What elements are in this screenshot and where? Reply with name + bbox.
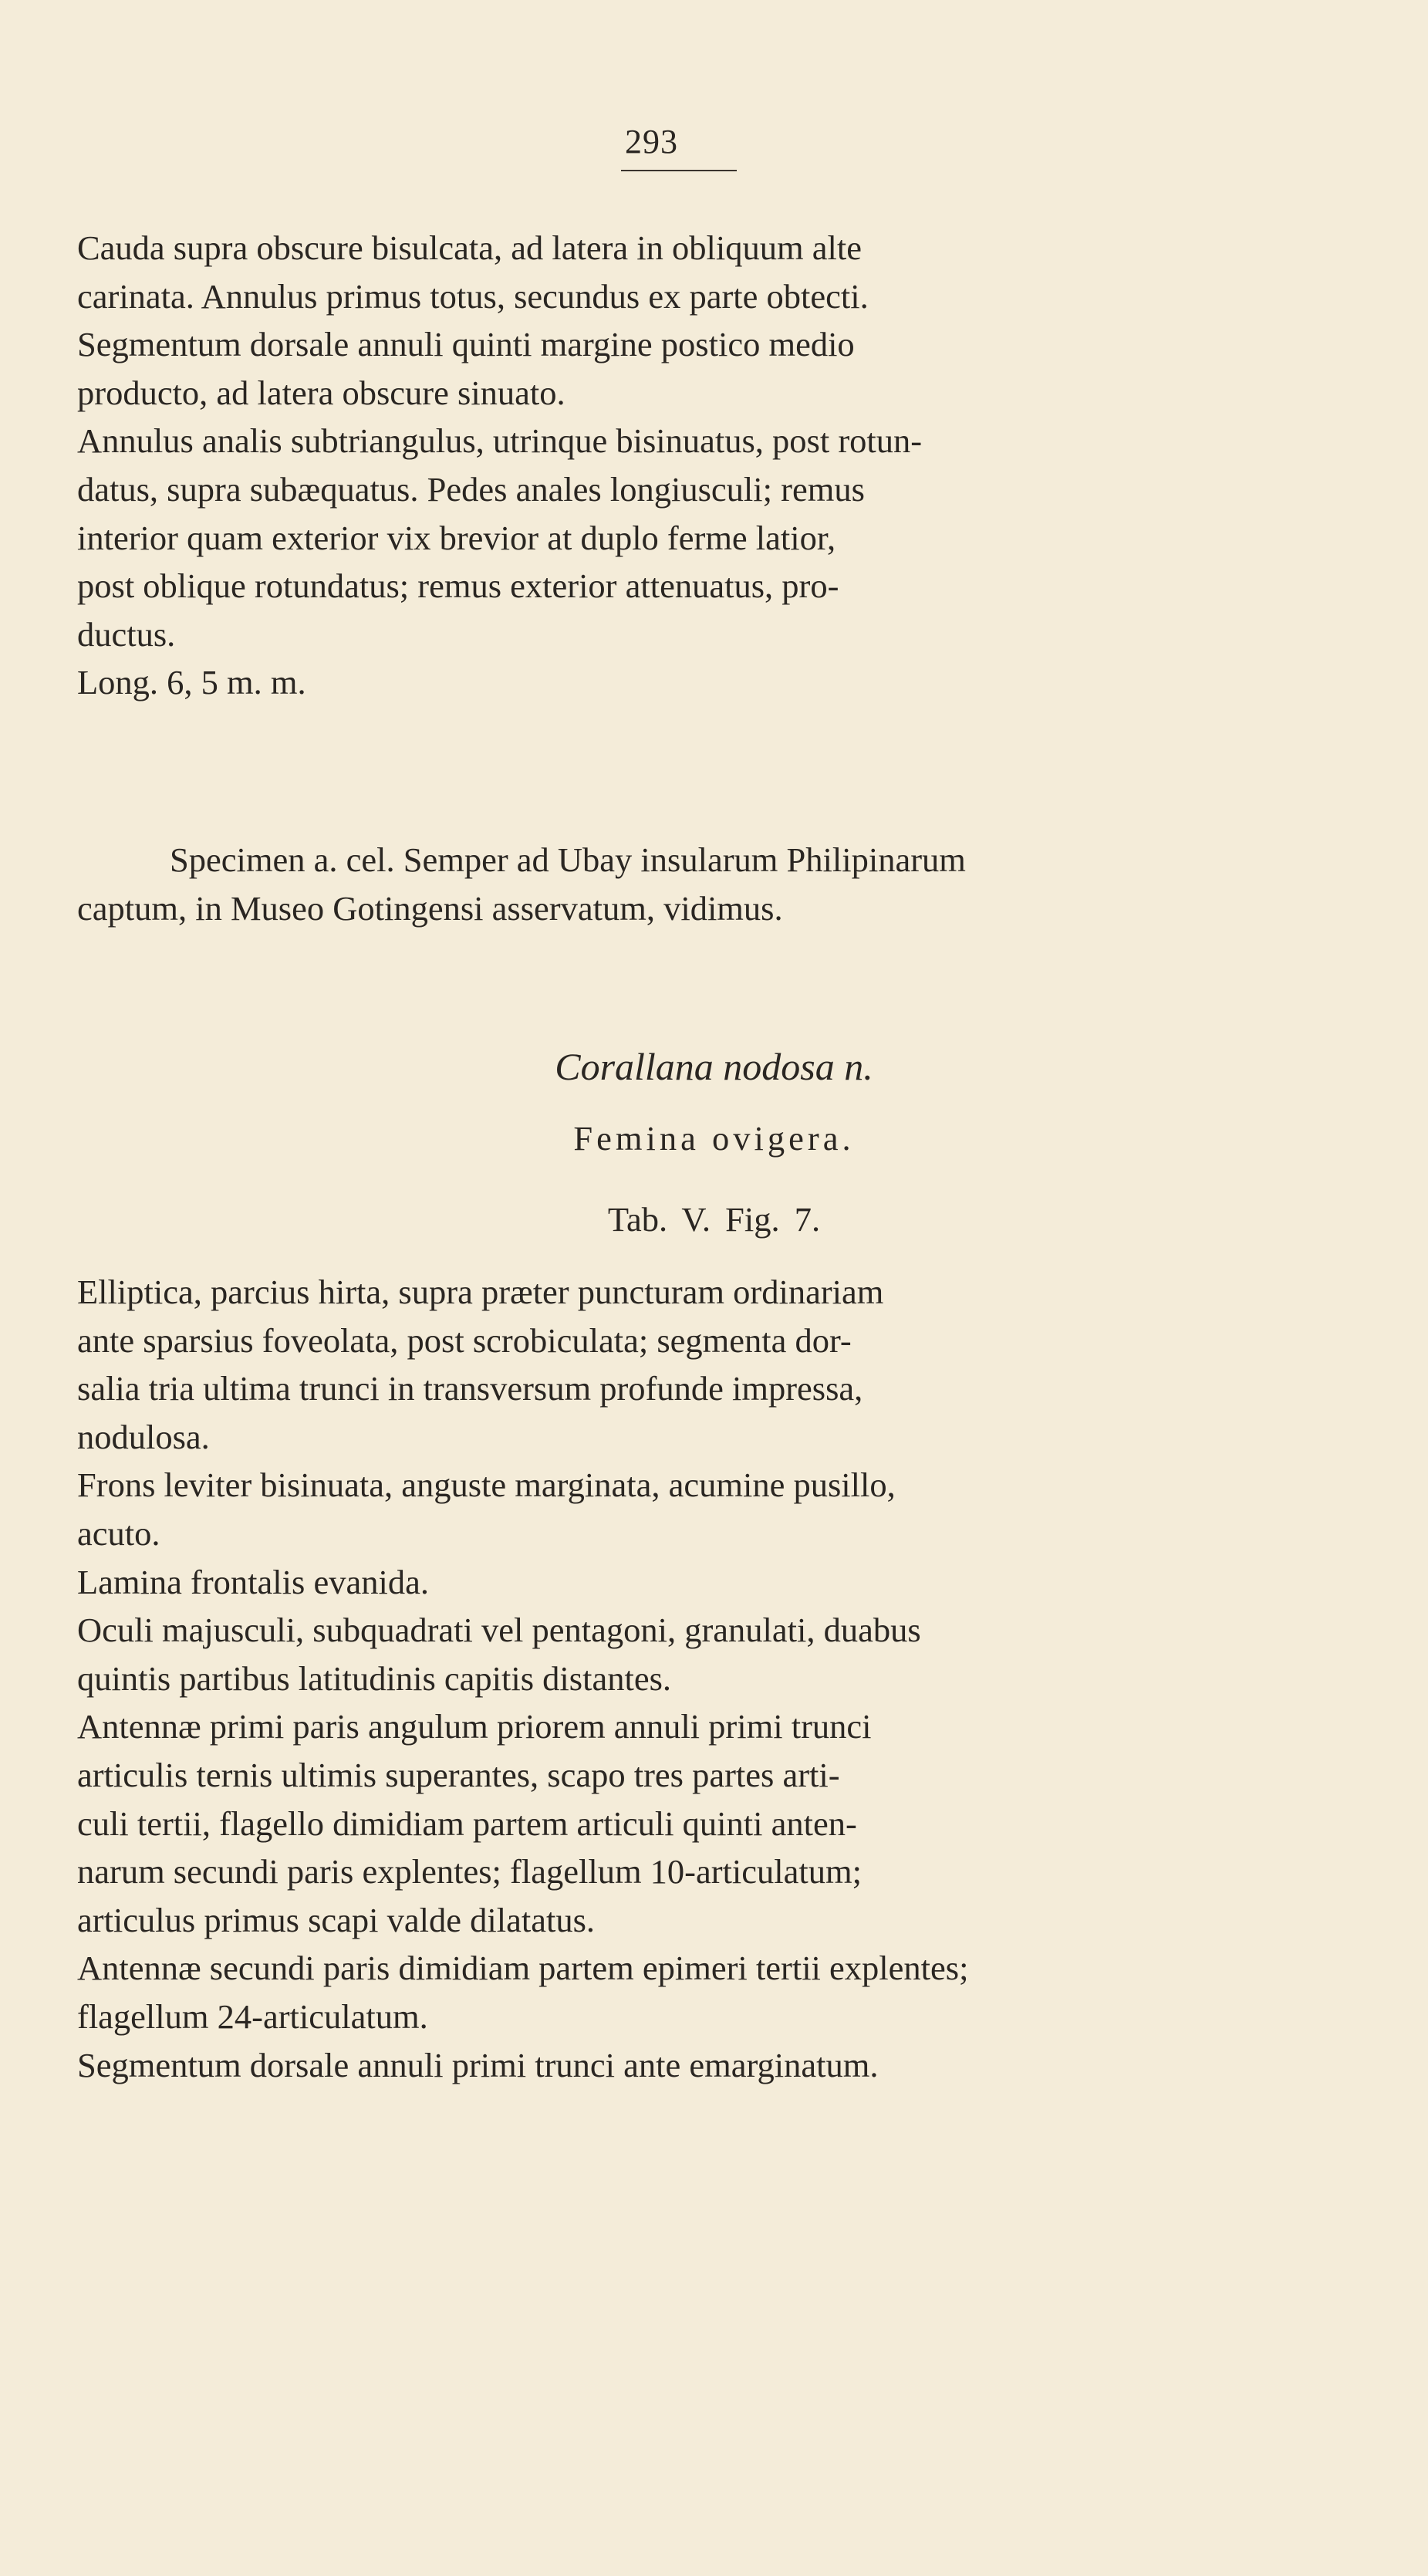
text-line: articulus primus scapi valde dilatatus. [77,1900,596,1939]
text-line: Long. 6, 5 m. m. [77,663,306,702]
text-line: culi tertii, flagello dimidiam partem articuli quinti anten- [77,1804,857,1843]
text-line: flagellum 24-articulatum. [77,1996,428,2036]
page-number: 293 [625,123,678,161]
paragraph-long [77,658,1312,707]
text-line: Specimen a. cel. Semper ad Ubay insularum Philipinarum [170,840,966,879]
description-block-2 [77,1268,1312,2089]
text-line: ductus. [77,614,176,654]
paragraph-frons [77,1461,1312,1557]
text-line: Cauda supra obscure bisulcata, ad latera in obliquum alte [77,228,862,267]
paragraph-annulus-analis [77,417,1312,658]
text-line: quintis partibus latitudinis capitis distantes. [77,1658,672,1698]
text-line: Oculi majusculi, subquadrati vel pentagoni, granulati, duabus [77,1611,921,1650]
paragraph-elliptica [77,1268,1312,1461]
text-line: Segmentum dorsale annuli primi trunci ante emarginatum. [77,2045,879,2084]
text-line: interior quam exterior vix brevior at duplo ferme latior, [77,518,836,557]
paragraph-lamina [77,1558,1312,1607]
paragraph-antennae-secundi [77,1944,1312,2040]
text-line: post oblique rotundatus; remus exterior attenuatus, pro- [77,566,839,606]
paragraph-antennae-primi [77,1702,1312,1944]
text-line: Antennæ secundi paris dimidiam partem epimeri tertii explentes; [77,1949,969,1988]
species-title: Corallana nodosa n. [555,1045,873,1088]
text-line: nodulosa. [77,1417,210,1456]
text-line: captum, in Museo Gotingensi asservatum, vidimus. [77,888,783,928]
text-line: Antennæ primi paris angulum priorem annuli primi trunci [77,1707,872,1746]
paragraph-oculi [77,1606,1312,1702]
text-line: Frons leviter bisinuata, anguste marginata, acumine pusillo, [77,1465,896,1505]
paragraph-cauda [77,224,1312,417]
paragraph-segmentum [77,2041,1312,2090]
text-line: producto, ad latera obscure sinuato. [77,373,565,412]
text-line: salia tria ultima trunci in transversum profunde impressa, [77,1369,863,1408]
species-subtitle: Femina ovigera. [573,1119,855,1158]
specimen-paragraph [77,836,966,932]
text-line: Segmentum dorsale annuli quinti margine postico medio [77,325,855,364]
text-line: narum secundi paris explentes; flagellum 10-articulatum; [77,1852,863,1891]
text-line: Lamina frontalis evanida. [77,1562,429,1601]
text-line: Annulus analis subtriangulus, utrinque bisinuatus, post rotun- [77,421,923,461]
text-line: carinata. Annulus primus totus, secundus ex parte obtecti. [77,276,869,316]
text-line: ante sparsius foveolata, post scrobiculata; segmenta dor- [77,1320,852,1360]
text-line: acuto. [77,1513,160,1553]
figure-reference: Tab. V. Fig. 7. [607,1200,821,1239]
text-line: datus, supra subæquatus. Pedes anales longiusculi; remus [77,469,865,509]
text-line: Elliptica, parcius hirta, supra præter puncturam ordinariam [77,1273,884,1311]
text-line: articulis ternis ultimis superantes, scapo tres partes arti- [77,1755,840,1794]
page-number-rule [621,170,737,171]
description-block-1 [77,224,1312,707]
